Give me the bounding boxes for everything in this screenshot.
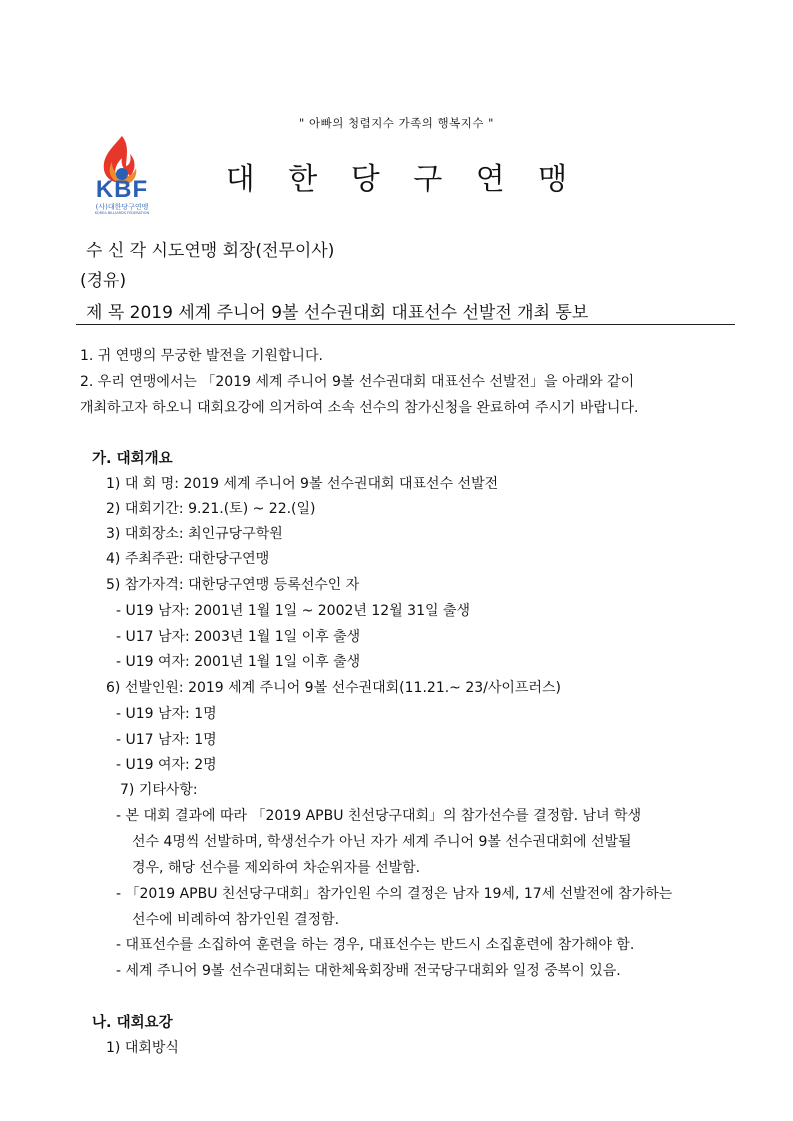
list-item: 경우, 해당 선수를 제외하여 차순위자를 선발함. — [132, 860, 421, 876]
recipient: 수 신 각 시도연맹 회장(전무이사) — [86, 241, 335, 261]
list-item: - U19 여자: 2명 — [116, 757, 217, 773]
logo-text: KBF — [95, 176, 149, 203]
list-item: - 본 대회 결과에 따라 「2019 APBU 친선당구대회」의 참가선수를 결정함. 남녀 학생 — [116, 808, 642, 824]
list-item: - 대표선수를 소집하여 훈련을 하는 경우, 대표선수는 반드시 소집훈련에 참가해야 함. — [116, 937, 635, 953]
list-item: 선수 4명씩 선발하며, 학생선수가 아닌 자가 세계 주니어 9볼 선수권대회에 선발될 — [132, 834, 632, 850]
list-item: - U19 여자: 2001년 1월 1일 이후 출생 — [116, 654, 361, 670]
list-item: 6) 선발인원: 2019 세계 주니어 9볼 선수권대회(11.21.~ 23/사이프러스) — [106, 680, 561, 696]
subject: 제 목 2019 세계 주니어 9볼 선수권대회 대표선수 선발전 개최 통보 — [86, 303, 589, 323]
intro-paragraph-2-cont: 개최하고자 하오니 대회요강에 의거하여 소속 선수의 참가신청을 완료하여 주시기 바랍니다. — [80, 400, 639, 416]
list-item: 7) 기타사항: — [120, 782, 198, 798]
list-item: - U19 남자: 1명 — [116, 706, 217, 722]
list-item: - U19 남자: 2001년 1월 1일 ~ 2002년 12월 31일 출생 — [116, 603, 471, 619]
list-item: 3) 대회장소: 최인규당구학원 — [106, 526, 283, 542]
section-heading-overview: 가. 대회개요 — [92, 451, 173, 467]
list-item: 1) 대 회 명: 2019 세계 주니어 9볼 선수권대회 대표선수 선발전 — [106, 476, 499, 492]
list-item: 4) 주최주관: 대한당구연맹 — [106, 551, 270, 567]
logo-small-text: KOREA BILLIARDS FEDERATION — [94, 211, 150, 215]
page-title: 대 한 당 구 연 맹 — [225, 162, 580, 197]
intro-paragraph-1: 1. 귀 연맹의 무궁한 발전을 기원합니다. — [80, 348, 323, 364]
list-item: - 세계 주니어 9볼 선수권대회는 대한체육회장배 전국당구대회와 일정 중복이 있음. — [116, 963, 621, 979]
list-item: 2) 대회기간: 9.21.(토) ~ 22.(일) — [106, 501, 316, 517]
section-heading-rules: 나. 대회요강 — [92, 1015, 173, 1031]
intro-paragraph-2: 2. 우리 연맹에서는 「2019 세계 주니어 9볼 선수권대회 대표선수 선발전」을 아래와 같이 — [80, 374, 635, 390]
list-item: 1) 대회방식 — [106, 1040, 179, 1056]
list-item: - U17 남자: 2003년 1월 1일 이후 출생 — [116, 629, 361, 645]
list-item: 5) 참가자격: 대한당구연맹 등록선수인 자 — [106, 577, 360, 593]
list-item: 선수에 비례하여 참가인원 결정함. — [132, 912, 340, 928]
logo-subtext: (사)대한당구연맹 — [95, 203, 149, 211]
list-item: - U17 남자: 1명 — [116, 732, 217, 748]
list-item: - 「2019 APBU 친선당구대회」참가인원 수의 결정은 남자 19세, 17세 선발전에 참가하는 — [116, 886, 673, 902]
subject-divider — [76, 324, 735, 325]
via: (경유) — [80, 271, 127, 291]
motto: " 아빠의 청렴지수 가족의 행복지수 " — [299, 116, 494, 130]
